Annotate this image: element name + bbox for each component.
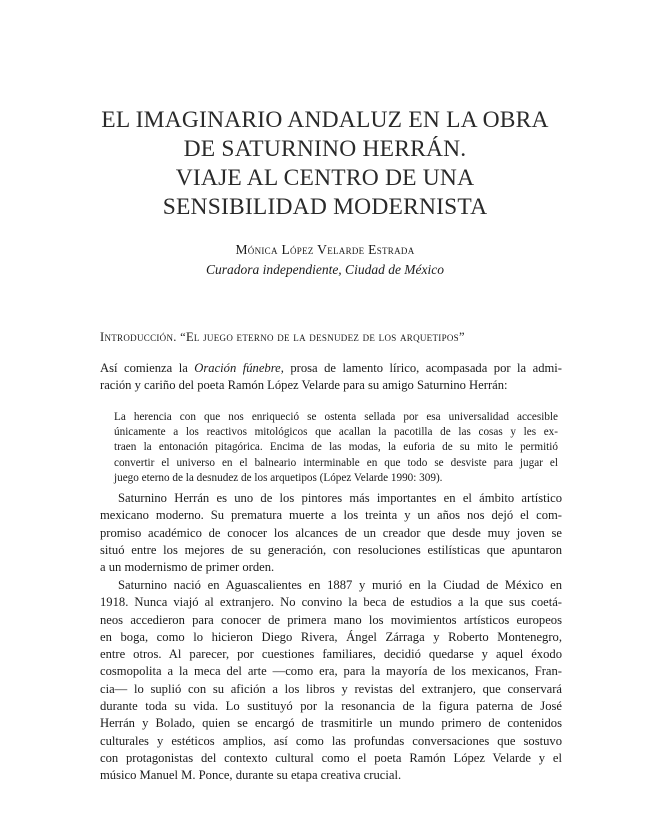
section-heading: Introducción. “El juego eterno de la desnudez de los arquetipos” xyxy=(100,330,465,344)
quote-line: únicamente a los reactivos mitológicos que acallan la pacotilla de las cosas y les ex- xyxy=(114,426,558,439)
paragraph-line: a un modernismo de primer orden. xyxy=(100,560,275,575)
paragraph-line: con protagonistas del contexto cultural como el poeta Ramón López Velarde y el xyxy=(100,750,562,765)
author-affiliation: Curadora independiente, Ciudad de México xyxy=(205,262,445,277)
intro-paragraph xyxy=(100,360,562,395)
paragraph-line: entre otros. Al parecer, por cuestiones familiares, decidió quedarse y aquel éxodo xyxy=(100,647,562,662)
title-line: SENSIBILIDAD MODERNISTA xyxy=(162,194,488,220)
author-name: Mónica López Velarde Estrada xyxy=(235,242,415,257)
text-run: prosa de lamento lírico, acompasada por la admi- xyxy=(283,361,562,375)
quote-line: convertir el universo en el balneario interminable en que todo se desviste para jugar el xyxy=(114,456,558,469)
paragraph-line: cosmopolita a la meca del arte —como era, para la mayoría de los mexicanos, Fran- xyxy=(100,664,562,679)
paragraph-line: neos accedieron para conocer de primera mano los movimientos artísticos europeos xyxy=(100,612,562,627)
title-line: EL IMAGINARIO ANDALUZ EN LA OBRA xyxy=(101,107,549,133)
paragraph-line: promiso académico de conocer los alcances de un creador que desde muy joven se xyxy=(100,525,562,540)
body-paragraph-2 xyxy=(100,490,562,576)
text-run: Así comienza la xyxy=(100,361,195,375)
block-quote xyxy=(114,410,558,486)
paragraph-line: músico Manuel M. Ponce, durante su etapa creativa crucial. xyxy=(100,768,402,783)
quote-line: traen la entonación pitagórica. Encima de las modas, la euforia de su mito le permitió xyxy=(114,441,558,454)
quote-line: juego eterno de la desnudez de los arquetipos (López Velarde 1990: 309). xyxy=(114,471,443,484)
paragraph-line: 1918. Nunca viajó al extranjero. No convino la beca de estudios a la que sus coetá- xyxy=(100,595,562,610)
paragraph-line: ración y cariño del poeta Ramón López Velarde para su amigo Saturnino Herrán: xyxy=(100,378,508,393)
quote-line: La herencia con que nos enriqueció se ostenta sellada por esa universalidad accesible xyxy=(114,411,558,423)
paragraph-line: Saturnino nació en Aguascalientes en 1887 y murió en la Ciudad de México en xyxy=(118,578,562,592)
body-paragraph-3 xyxy=(100,577,562,785)
paragraph-line: durante toda su vida. Lo sustituyó por la resonancia de la figura paterna de José xyxy=(100,699,562,714)
paragraph-line: cia— lo suplió con su afición a los libros y revistas del extranjero, que conservará xyxy=(100,681,562,696)
paragraph-line: situó entre los mejores de su generación, con resoluciones estilísticas que apuntaron xyxy=(100,542,562,557)
paragraph-line: en boga, como lo hicieron Diego Rivera, Ángel Zárraga y Roberto Montenegro, xyxy=(100,629,562,644)
paragraph-line xyxy=(100,360,562,377)
title-line: VIAJE AL CENTRO DE UNA xyxy=(175,165,475,191)
paragraph-line: Saturnino Herrán es uno de los pintores más importantes en el ámbito artístico xyxy=(118,491,562,505)
title-line: DE SATURNINO HERRÁN. xyxy=(183,136,467,162)
author-block xyxy=(100,240,550,280)
article-title xyxy=(60,106,590,222)
emphasis-title: Oración fúnebre, xyxy=(194,361,284,375)
paragraph-line: Herrán y Bolado, quien se encargó de trasmitirle un mundo primero de contenidos xyxy=(100,716,562,731)
paragraph-line: culturales y estéticos amplios, así como las profundas conversaciones que sostuvo xyxy=(100,733,562,748)
paragraph-line: mexicano moderno. Su prematura muerte a los treinta y un años nos dejó el com- xyxy=(100,508,562,523)
